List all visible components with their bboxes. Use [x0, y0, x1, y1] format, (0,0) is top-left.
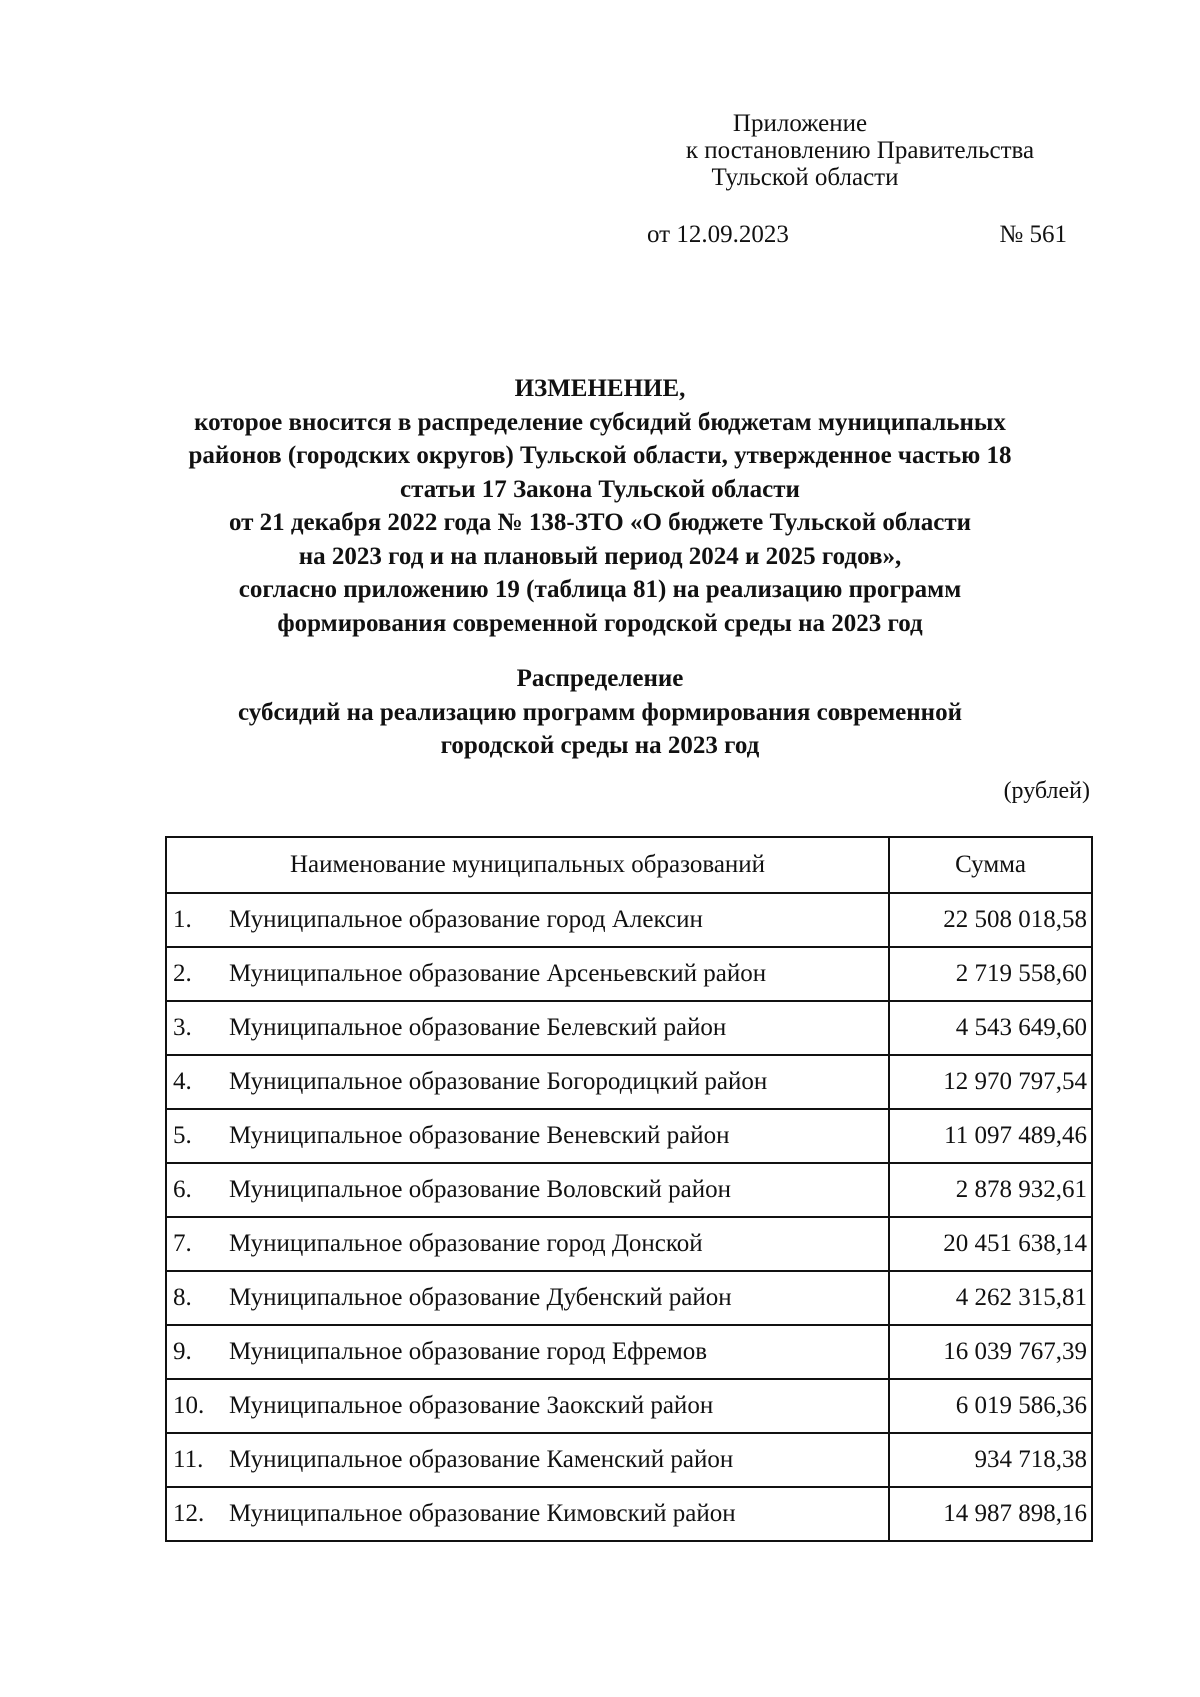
row-number: 12.	[173, 1500, 205, 1527]
row-sum: 11 097 489,46	[889, 1109, 1092, 1163]
row-number: 6.	[173, 1176, 192, 1203]
row-name-cell	[166, 1217, 889, 1271]
header-name: Наименование муниципальных образований	[166, 837, 889, 893]
distribution-title	[100, 662, 1100, 763]
table-body	[166, 893, 1092, 1541]
title-line: статьи 17 Закона Тульской области	[400, 475, 800, 503]
subtitle-line: Распределение	[516, 665, 684, 692]
title-line: ИЗМЕНЕНИЕ,	[514, 375, 686, 402]
title-line: на 2023 год и на плановый период 2024 и 2025 годов»,	[298, 542, 902, 570]
table-row	[166, 947, 1092, 1001]
row-name-cell	[166, 1271, 889, 1325]
row-number: 5.	[173, 1122, 192, 1149]
table-row	[166, 1217, 1092, 1271]
title-line: районов (городских округов) Тульской области, утвержденное частью 18	[188, 442, 1012, 469]
row-sum: 2 878 932,61	[889, 1163, 1092, 1217]
municipality-name: Муниципальное образование Богородицкий район	[229, 1068, 768, 1095]
units-label: (рублей)	[1003, 778, 1090, 804]
table-row	[166, 1487, 1092, 1541]
annex-region: Тульской области	[711, 164, 899, 191]
municipality-name: Муниципальное образование Веневский район	[229, 1122, 730, 1149]
decree-number: № 561	[999, 221, 1067, 248]
row-number: 1.	[173, 906, 192, 933]
decree-date: от 12.09.2023	[647, 221, 789, 248]
table-row	[166, 893, 1092, 947]
row-name-cell	[166, 1001, 889, 1055]
row-sum: 934 718,38	[889, 1433, 1092, 1487]
municipality-name: Муниципальное образование город Алексин	[229, 906, 703, 933]
annex-title: Приложение	[732, 110, 868, 137]
row-sum: 12 970 797,54	[889, 1055, 1092, 1109]
municipality-name: Муниципальное образование Каменский район	[229, 1446, 734, 1473]
change-title	[100, 372, 1100, 640]
row-sum: 6 019 586,36	[889, 1379, 1092, 1433]
row-name-cell	[166, 1379, 889, 1433]
row-sum: 16 039 767,39	[889, 1325, 1092, 1379]
row-name-cell	[166, 1325, 889, 1379]
municipality-name: Муниципальное образование Дубенский район	[229, 1284, 732, 1311]
municipality-name: Муниципальное образование город Донской	[229, 1230, 703, 1257]
table-row	[166, 1109, 1092, 1163]
row-number: 9.	[173, 1338, 192, 1365]
row-name-cell	[166, 893, 889, 947]
table-row	[166, 1271, 1092, 1325]
table-row	[166, 1379, 1092, 1433]
row-name-cell	[166, 1055, 889, 1109]
row-sum: 22 508 018,58	[889, 893, 1092, 947]
table-row	[166, 1163, 1092, 1217]
table-row	[166, 1055, 1092, 1109]
row-name-cell	[166, 1433, 889, 1487]
table-row	[166, 1325, 1092, 1379]
subtitle-line: субсидий на реализацию программ формирования современной	[238, 698, 962, 726]
distribution-table	[165, 836, 1093, 1542]
row-number: 11.	[173, 1446, 204, 1473]
municipality-name: Муниципальное образование город Ефремов	[229, 1338, 708, 1365]
row-name-cell	[166, 1109, 889, 1163]
subtitle-line: городской среды на 2023 год	[440, 732, 760, 759]
title-line: согласно приложению 19 (таблица 81) на реализацию программ	[238, 576, 962, 603]
municipality-name: Муниципальное образование Арсеньевский район	[229, 960, 767, 987]
row-number: 3.	[173, 1014, 192, 1041]
municipality-name: Муниципальное образование Заокский район	[229, 1392, 714, 1419]
annex-reference: к постановлению Правительства	[685, 137, 1035, 164]
row-number: 2.	[173, 960, 192, 987]
row-number: 10.	[173, 1392, 205, 1419]
municipality-name: Муниципальное образование Белевский район	[229, 1014, 727, 1041]
row-name-cell	[166, 1163, 889, 1217]
row-sum: 14 987 898,16	[889, 1487, 1092, 1541]
table-row	[166, 1001, 1092, 1055]
annex-block	[630, 110, 1090, 191]
row-name-cell	[166, 1487, 889, 1541]
row-sum: 20 451 638,14	[889, 1217, 1092, 1271]
row-number: 4.	[173, 1068, 192, 1095]
title-line: от 21 декабря 2022 года № 138-ЗТО «О бюджете Тульской области	[228, 509, 972, 536]
title-line: формирования современной городской среды на 2023 год	[277, 609, 923, 637]
row-sum: 4 262 315,81	[889, 1271, 1092, 1325]
table-row	[166, 1433, 1092, 1487]
table-header-row	[166, 837, 1092, 893]
row-name-cell	[166, 947, 889, 1001]
row-number: 7.	[173, 1230, 192, 1257]
row-sum: 4 543 649,60	[889, 1001, 1092, 1055]
municipality-name: Муниципальное образование Кимовский район	[229, 1500, 736, 1527]
row-sum: 2 719 558,60	[889, 947, 1092, 1001]
title-line: которое вносится в распределение субсидий бюджетам муниципальных	[194, 408, 1006, 436]
municipality-name: Муниципальное образование Воловский район	[229, 1176, 732, 1203]
header-sum: Сумма	[889, 837, 1092, 893]
row-number: 8.	[173, 1284, 192, 1311]
